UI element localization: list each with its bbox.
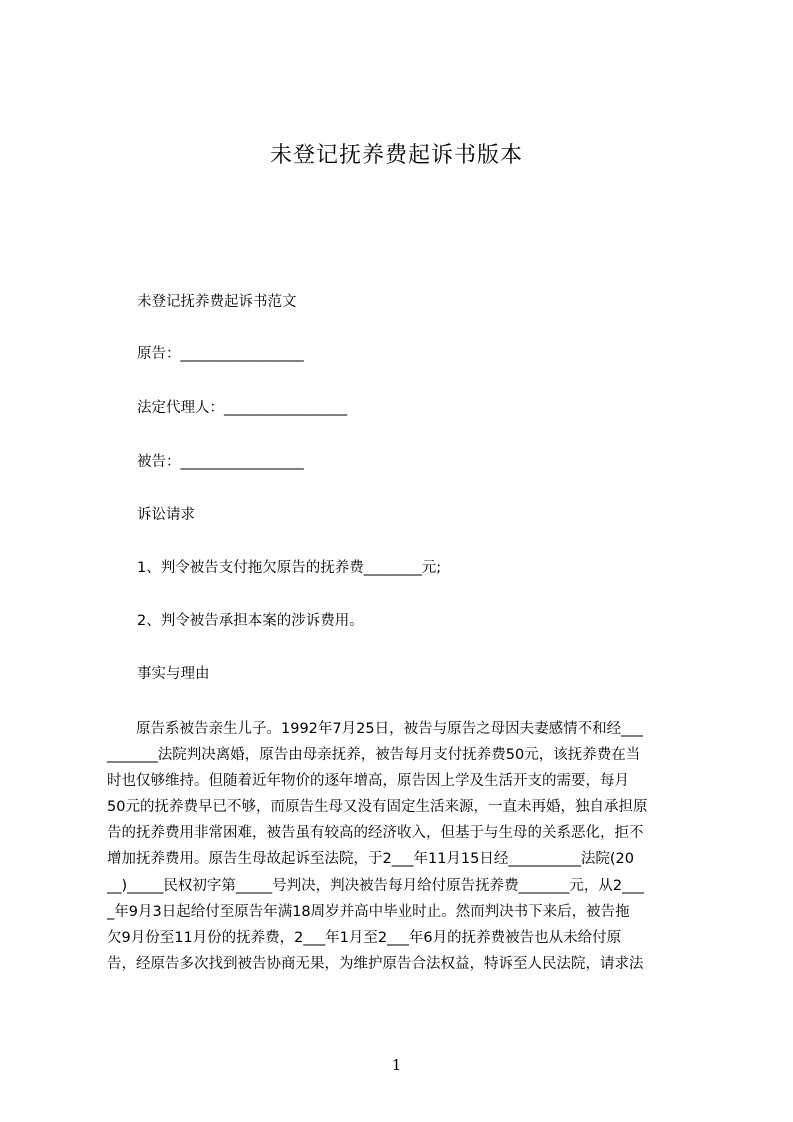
claims-heading: 诉讼请求	[137, 507, 195, 523]
claim-item: 2、判令被告承担本案的涉诉费用。	[137, 613, 364, 629]
document-title: 未登记抚养费起诉书版本	[269, 143, 523, 168]
paragraph-line: 告，经原告多次找到被告协商无果，为维护原告合法权益，特诉至人民法院，请求法	[107, 955, 644, 972]
paragraph-line: _______法院判决离婚，原告由母亲抚养，被告每月支付抚养费50元，该抚养费在当	[107, 747, 641, 764]
claim-item: 1、判令被告支付拖欠原告的抚养费________元;	[137, 560, 442, 576]
paragraph-line: __)_____民权初字第_____号判决，判决被告每月给付原告抚养费_______元，从2___	[107, 877, 644, 894]
paragraph-line: 时也仅够维持。但随着近年物价的逐年增高，原告因上学及生活开支的需要，每月	[107, 773, 629, 790]
paragraph-line: _年9月3日起给付至原告年满18周岁并高中毕业时止。然而判决书下来后，被告拖	[107, 903, 630, 920]
defendant-line: 被告：_________________	[137, 454, 304, 470]
paragraph-line: 50元的抚养费早已不够，而原告生母又没有固定生活来源，一直未再婚，独自承担原	[107, 799, 648, 816]
paragraph-line: 欠9月份至11月份的抚养费，2___年1月至2___年6月的抚养费被告也从未给付原	[107, 929, 622, 946]
plaintiff-line: 原告：_________________	[137, 346, 304, 362]
page-number: 1	[391, 1056, 402, 1074]
paragraph-line: 增加抚养费用。原告生母故起诉至法院，于2___年11月15日经__________法院(20	[107, 851, 634, 868]
document-subtitle: 未登记抚养费起诉书范文	[137, 294, 297, 310]
paragraph-line: 告的抚养费用非常困难，被告虽有较高的经济收入，但基于与生母的关系恶化，拒不	[107, 825, 644, 842]
paragraph-line: 原告系被告亲生儿子。1992年7月25日，被告与原告之母因夫妻感情不和经___	[136, 721, 643, 737]
legal-representative-line: 法定代理人：_________________	[137, 400, 348, 416]
facts-heading: 事实与理由	[137, 666, 210, 682]
facts-paragraph	[107, 716, 700, 977]
